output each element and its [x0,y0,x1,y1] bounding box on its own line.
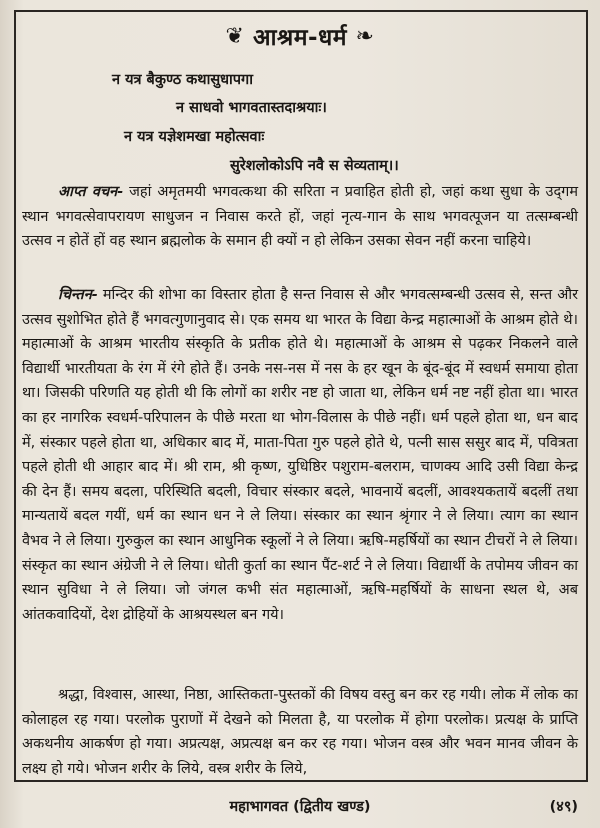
aapt-vachan-label: आप्त वचन- [58,184,124,200]
chintan-text: मन्दिर की शोभा का विस्तार होता है सन्त निवास से और भगवत्सम्बन्धी उत्सव से, सन्त और उत्सव सुशोभित होते हैं भगवत्गुणानुवाद से। एक समय था भारत के विद्या केन्द्र महात्माओं के आश्रम होते थे। महात्माओं के आश्रम भारतीय संस्कृति के प्रतीक होते थे। महात्माओं के आश्रम से पढ़कर निकलने वाले विद्यार्थी भारतीयता के रंग में रंगे होते हैं। उनके नस-नस में नस के हर खून के बूंद-बूंद में स्वधर्म समाया होता था। जिसकी परिणति यह होती थी कि लोगों का शरीर नष्ट हो जाता था, लेकिन धर्म नष्ट नहीं होता था। भारत का हर नागरिक स्वधर्म-परिपालन के पीछे मरता था भोग-विलास के पीछे नहीं। धर्म पहले होता था, धन बाद में, संस्कार पहले होता था, अधिकार बाद में, माता-पिता गुरु पहले होते थे, पत्नी सास ससुर बाद में, पवित्रता पहले होती थी आहार बाद में। श्री राम, श्री कृष्ण, युधिष्ठिर पशुराम-बलराम, चाणक्य आदि उसी विद्या केन्द्र की देन हैं। समय बदला, परिस्थिति बदली, विचार संस्कार बदले, भावनायें बदलीं, आवश्यकतायें बदलीं तथा मान्यतायें बदल गयीं, धर्म का स्थान धन ने ले लिया। संस्कार का स्थान श्रृंगार ने ले लिया। त्याग का स्थान वैभव ने ले लिया। गुरुकुल का स्थान आधुनिक स्कूलों ने ले लिया। ऋषि-महर्षियों का स्थान टीचरों ने ले लिया। संस्कृत का स्थान अंग्रेजी ने ले लिया। धोती कुर्ता का स्थान पैंट-शर्ट ने ले लिया। विद्यार्थी के तपोमय जीवन का स्थान सुविधा ने ले लिया। जो जंगल कभी संत महात्माओं, ऋषि-महर्षियों के साधना स्थल थे, अब आंतकवादियों, देश द्रोहियों के आश्रयस्थल बन गये। [22,287,579,623]
verse-line-4: सुरेशलोकोऽपि नवै स सेव्यताम्।। [230,158,399,174]
ornament-left-icon: ❦ [225,24,245,49]
third-paragraph: श्रद्धा, विश्वास, आस्था, निष्ठा, आस्तिकता-पुस्तकों की विषय वस्तु बन कर रह गयी। लोक में लोक का कोलाहल रह गया। परलोक पुराणों में देखने को मिलता है, या परलोक में होगा परलोक। प्रत्यक्ष के प्राप्ति अकथनीय आकर्षण हो गया। अप्रत्यक्ष, अप्रत्यक्ष बन कर रह गया। भोजन वस्त्र और भवन मानव जीवन के लक्ष्य हो गये। भोजन शरीर के लिये, वस्त्र शरीर के लिये, [22,687,578,777]
title-text: आश्रम-धर्म [253,25,347,51]
aapt-vachan-paragraph [22,180,578,254]
book-title-footer: महाभागवत (द्वितीय खण्ड) [229,799,371,815]
verse-line-1: न यत्र बैकुण्ठ कथासुधापगा [112,72,253,88]
verse-line-3: न यत्र यज्ञेशमखा महोत्सवाः [124,129,265,145]
page-number: (४९) [549,799,578,815]
chintan-paragraph [22,283,578,627]
verse-line-2: न साधवो भागवतास्तदाश्रयाः। [176,100,327,116]
chintan-label: चिन्तन- [58,287,98,303]
aapt-vachan-text: जहां अमृतमयी भगवत्कथा की सरिता न प्रवाहित होती हो, जहां कथा सुधा के उद्‌गम स्थान भगवत्सेवापरायण साधुजन न निवास करते हों, जहां नृत्य-गान के साथ भगवत्पूजन या तत्सम्बन्धी उत्सव न होतें हों वह स्थान ब्रह्मलोक के समान ही क्यों न हो लेकिन उसका सेवन नहीं करना चाहिये। [22,184,578,250]
ornament-right-icon: ❧ [355,24,375,49]
page-title [0,20,600,52]
